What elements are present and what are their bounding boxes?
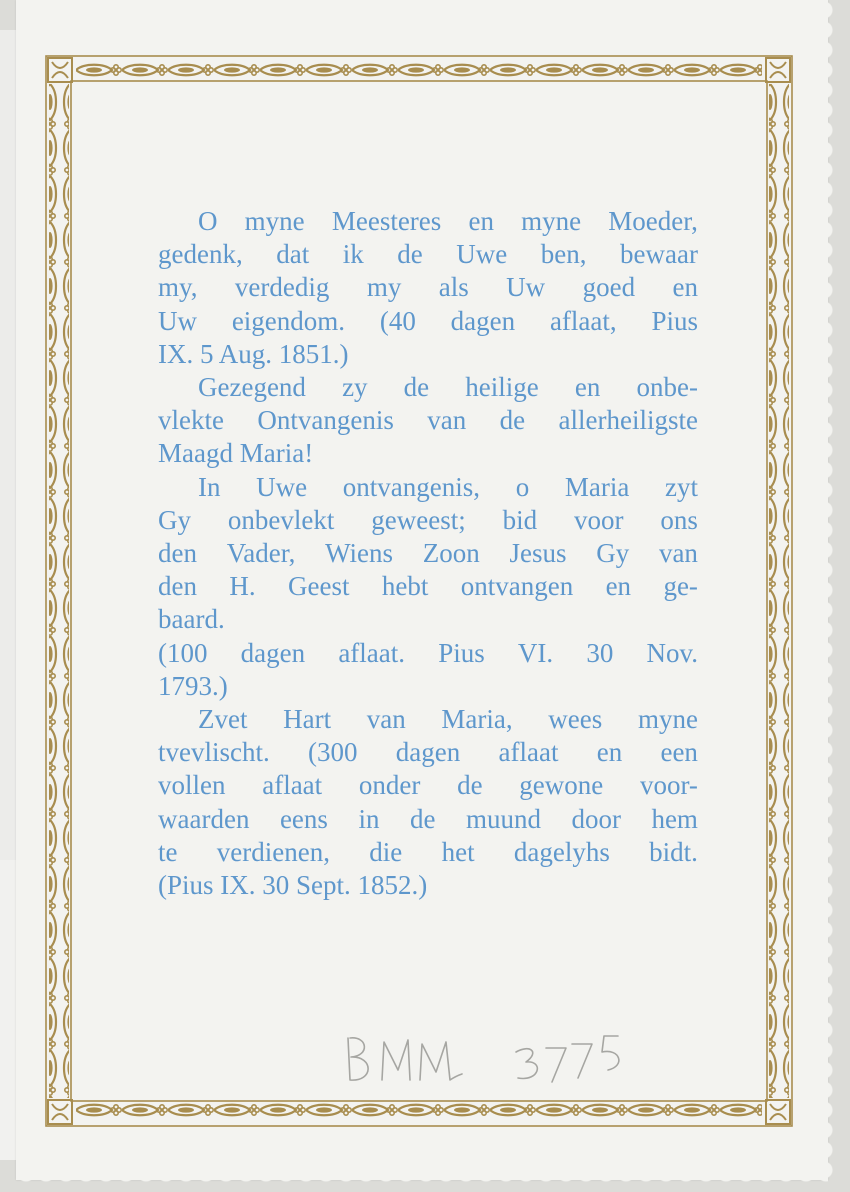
prayer-line-17: tvevlischt. (300 dagen aflaat en een	[158, 737, 698, 768]
prayer-line-14: (100 dagen aflaat. Pius VI. 30 Nov.	[158, 637, 698, 668]
inventory-mark-handwritten	[340, 1030, 640, 1090]
prayer-line-3: my, verdedig my als Uw goed en	[158, 272, 698, 303]
prayer-line-18: vollen aflaat onder de gewone voor-	[158, 770, 698, 801]
prayer-line-11: den Vader, Wiens Zoon Jesus Gy van	[158, 538, 698, 569]
prayer-line-12: den H. Geest hebt ontvangen en ge-	[158, 571, 698, 602]
prayer-line-19: waarden eens in de muund door hem	[158, 803, 698, 834]
prayer-line-4: Uw eigendom. (40 dagen aflaat, Pius	[158, 305, 698, 336]
prayer-line-16: Zvet Hart van Maria, wees myne	[198, 704, 698, 735]
prayer-line-5: IX. 5 Aug. 1851.)	[158, 338, 349, 369]
prayer-line-13: baard.	[158, 604, 225, 635]
prayer-line-9: In Uwe ontvangenis, o Maria zyt	[198, 471, 698, 502]
prayer-line-15: 1793.)	[158, 670, 228, 701]
prayer-line-21: (Pius IX. 30 Sept. 1852.)	[158, 870, 428, 901]
prayer-line-20: te verdienen, die het dagelyhs bidt.	[158, 836, 698, 867]
prayer-line-8: Maagd Maria!	[158, 438, 314, 469]
prayer-line-6: Gezegend zy de heilige en onbe-	[198, 372, 698, 403]
prayer-text	[158, 205, 698, 902]
prayer-line-2: gedenk, dat ik de Uwe ben, bewaar	[158, 239, 698, 270]
prayer-line-7: vlekte Ontvangenis van de allerheiligste	[158, 405, 698, 436]
prayer-line-10: Gy onbevlekt geweest; bid voor ons	[158, 504, 698, 535]
prayer-line-1: O myne Meesteres en myne Moeder,	[198, 206, 698, 236]
